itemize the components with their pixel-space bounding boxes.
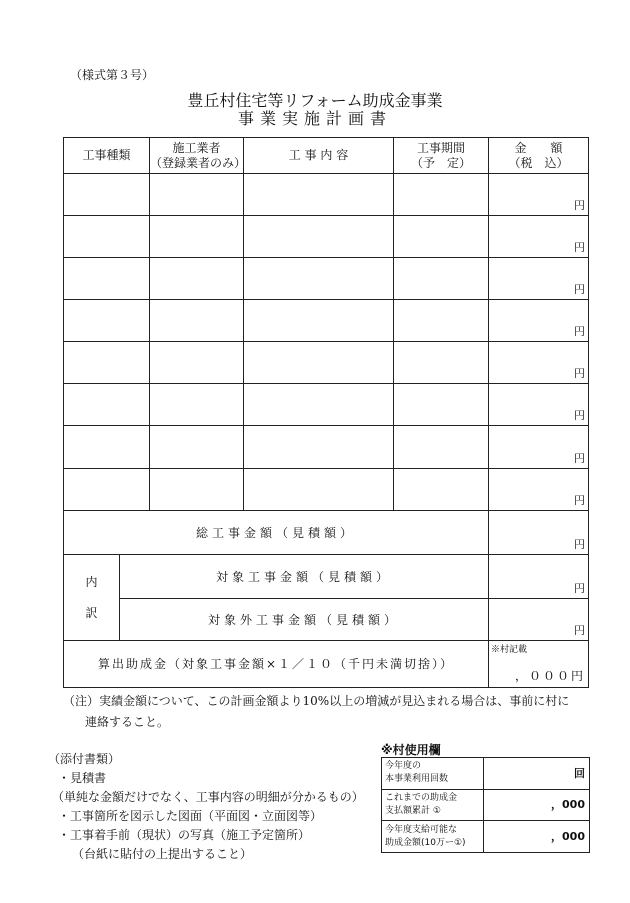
table-row	[64, 384, 589, 426]
breakdown-char-1: 内	[85, 575, 98, 590]
amount-cell[interactable]: 円	[489, 426, 589, 468]
target-row	[64, 554, 589, 598]
work-content-cell[interactable]	[244, 426, 394, 468]
header-amount-line1: 金 額	[514, 140, 563, 155]
amount-cell[interactable]: 円	[489, 258, 589, 300]
village-use-label-line1: 今年度の	[385, 761, 422, 772]
attachment-item: ・見積書	[58, 771, 107, 785]
header-period-line2: （予 定）	[411, 155, 472, 170]
contractor-cell[interactable]	[150, 300, 244, 342]
attachments-block	[48, 750, 364, 864]
note-block	[63, 691, 593, 733]
amount-cell[interactable]: 円	[489, 174, 589, 216]
work-type-cell[interactable]	[64, 174, 150, 216]
work-period-cell[interactable]	[394, 258, 489, 300]
work-period-cell[interactable]	[394, 384, 489, 426]
header-contractor-line2: （登録業者のみ）	[150, 155, 247, 170]
header-amount	[489, 138, 589, 174]
form-number: （様式第３号）	[70, 68, 155, 82]
work-type-cell[interactable]	[64, 342, 150, 384]
subsidy-row	[64, 640, 589, 687]
document-subtitle: 事業実施計画書	[237, 109, 392, 128]
work-type-cell[interactable]	[64, 426, 150, 468]
header-contractor-line1: 施工業者	[172, 140, 221, 155]
village-use-label	[382, 789, 484, 821]
contractor-cell[interactable]	[150, 174, 244, 216]
amount-cell[interactable]: 円	[489, 468, 589, 510]
total-label: 総工事金額（見積額）	[64, 510, 489, 554]
header-contractor	[150, 138, 247, 174]
contractor-cell[interactable]	[150, 258, 244, 300]
village-use-row	[382, 758, 590, 790]
village-use-row	[382, 789, 590, 821]
village-use-label-line2: 本事業利用回数	[385, 774, 449, 785]
target-amount-cell[interactable]: 円	[489, 554, 589, 598]
contractor-cell[interactable]	[150, 216, 244, 258]
header-work-content: 工 事 内 容	[244, 138, 394, 174]
village-use-table	[381, 757, 590, 853]
work-period-cell[interactable]	[394, 426, 489, 468]
header-amount-line2: （税 込）	[508, 155, 569, 170]
total-row	[64, 510, 589, 554]
attachment-item: ・工事着手前（現状）の写真（施工予定箇所）	[58, 828, 311, 842]
work-type-cell[interactable]	[64, 258, 150, 300]
subsidy-label: 算出助成金（対象工事金額×１／１０（千円未満切捨））	[64, 640, 489, 687]
attachment-item: ・工事箇所を図示した図面（平面図・立面図等）	[58, 809, 323, 823]
contractor-cell[interactable]	[150, 426, 244, 468]
amount-cell[interactable]: 円	[489, 384, 589, 426]
village-use-label-line2: 助成金額(10万ー①)	[385, 837, 466, 848]
village-use-label	[382, 821, 484, 853]
note-line2: 連絡すること。	[85, 715, 170, 729]
work-type-cell[interactable]	[64, 216, 150, 258]
work-period-cell[interactable]	[394, 300, 489, 342]
attachments-title: （添付書類）	[48, 752, 121, 766]
total-amount-cell[interactable]: 円	[489, 510, 589, 554]
village-use-title: ※村使用欄	[381, 743, 441, 757]
breakdown-label	[64, 554, 120, 640]
table-row	[64, 342, 589, 384]
table-row	[64, 468, 589, 510]
work-type-cell[interactable]	[64, 384, 150, 426]
non-target-label: 対象外工事金額（見積額）	[120, 598, 489, 640]
village-use-value[interactable]: ，000	[484, 821, 590, 853]
village-use-value[interactable]: 回	[484, 758, 590, 790]
table-row	[64, 258, 589, 300]
work-period-cell[interactable]	[394, 174, 489, 216]
work-content-cell[interactable]	[244, 342, 394, 384]
document-title: 豊丘村住宅等リフォーム助成金事業	[187, 91, 443, 110]
contractor-cell[interactable]	[150, 468, 244, 510]
attachment-item: （単純な金額だけでなく、工事内容の明細が分かるもの）	[52, 790, 364, 804]
work-content-cell[interactable]	[244, 300, 394, 342]
work-content-cell[interactable]	[244, 174, 394, 216]
village-use-value[interactable]: ，000	[484, 789, 590, 821]
table-row	[64, 300, 589, 342]
village-use-label-line1: これまでの助成金	[385, 792, 458, 803]
work-period-cell[interactable]	[394, 342, 489, 384]
non-target-amount-cell[interactable]: 円	[489, 598, 589, 640]
header-period-line1: 工事期間	[417, 140, 466, 155]
work-content-cell[interactable]	[244, 216, 394, 258]
work-type-cell[interactable]	[64, 300, 150, 342]
amount-cell[interactable]: 円	[489, 300, 589, 342]
work-period-cell[interactable]	[394, 468, 489, 510]
subsidy-amount: ，０００円	[515, 669, 586, 683]
table-row	[64, 216, 589, 258]
note-line1: （注）実績金額について、この計画金額より10%以上の増減が見込まれる場合は、事前に村に	[63, 694, 570, 708]
non-target-row	[64, 598, 589, 640]
header-work-type: 工事種類	[64, 138, 150, 174]
header-work-period	[394, 138, 489, 174]
work-type-cell[interactable]	[64, 468, 150, 510]
breakdown-char-2: 訳	[85, 606, 98, 621]
table-header-row	[64, 138, 589, 174]
village-use-label	[382, 758, 484, 790]
village-use-label-line2: 支払額累計 ①	[385, 805, 441, 816]
village-use-row	[382, 821, 590, 853]
subsidy-amount-cell	[489, 640, 589, 687]
work-content-cell[interactable]	[244, 468, 394, 510]
contractor-cell[interactable]	[150, 384, 244, 426]
village-entry-note: ※村記載	[491, 644, 528, 655]
table-row	[64, 174, 589, 216]
target-label: 対象工事金額（見積額）	[120, 554, 489, 598]
plan-table	[63, 137, 589, 688]
table-row	[64, 426, 589, 468]
work-content-cell[interactable]	[244, 384, 394, 426]
village-use-label-line1: 今年度支給可能な	[385, 824, 458, 835]
amount-cell[interactable]: 円	[489, 342, 589, 384]
amount-cell[interactable]: 円	[489, 216, 589, 258]
contractor-cell[interactable]	[150, 342, 244, 384]
attachment-item: （台紙に貼付の上提出すること）	[72, 847, 253, 861]
work-period-cell[interactable]	[394, 216, 489, 258]
work-content-cell[interactable]	[244, 258, 394, 300]
